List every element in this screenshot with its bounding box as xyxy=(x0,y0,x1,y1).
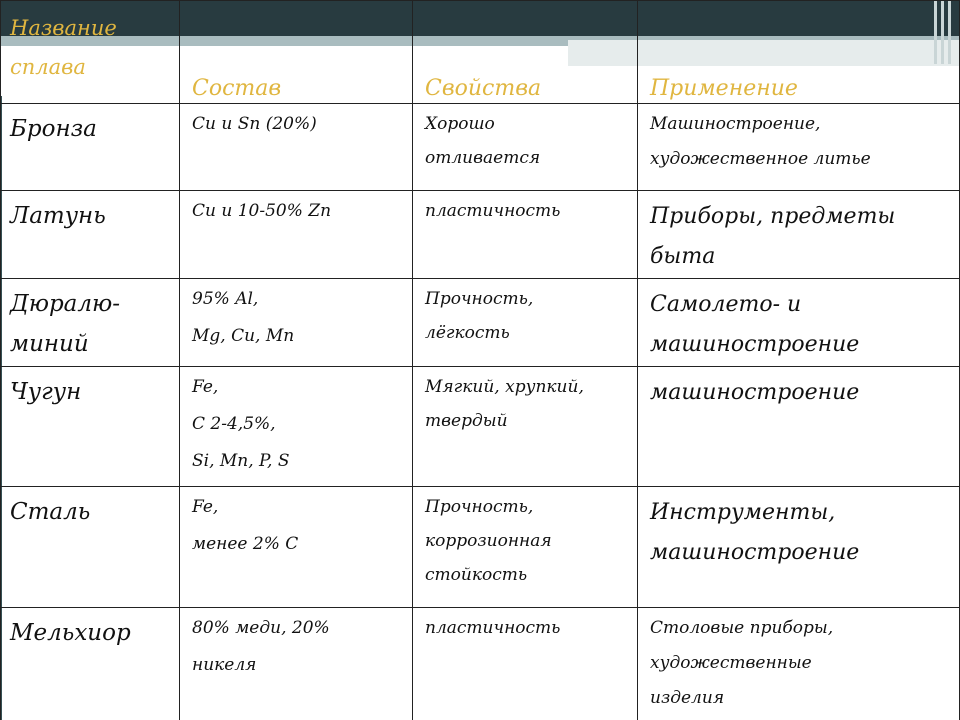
cell-text-line: изделия xyxy=(650,688,725,708)
cell-text-line: художественное литье xyxy=(650,149,871,169)
cell-text-line: Сталь xyxy=(10,499,91,525)
cell-composition xyxy=(180,487,413,608)
header-alloy-name-line: сплава xyxy=(10,55,86,79)
cell-application xyxy=(638,279,960,367)
table-row xyxy=(1,104,960,191)
cell-text-line: лёгкость xyxy=(425,323,510,343)
cell-text-line: Cu и Sn (20%) xyxy=(192,114,317,134)
cell-properties xyxy=(413,608,638,720)
cell-text-line: стойкость xyxy=(425,565,528,585)
cell-name xyxy=(1,608,180,720)
cell-text-line: менее 2% C xyxy=(192,534,299,554)
table-row xyxy=(1,367,960,487)
cell-text-line: Mg, Cu, Mn xyxy=(192,326,295,346)
cell-name xyxy=(1,279,180,367)
table-row xyxy=(1,487,960,608)
cell-composition xyxy=(180,608,413,720)
cell-text-line: пластичность xyxy=(425,618,561,638)
table-row xyxy=(1,608,960,720)
cell-name xyxy=(1,367,180,487)
cell-composition xyxy=(180,104,413,191)
table-body xyxy=(1,104,960,720)
cell-text-line: коррозионная xyxy=(425,531,552,551)
cell-text-line: машиностроение xyxy=(650,380,860,405)
header-composition: Состав xyxy=(180,1,413,104)
cell-properties xyxy=(413,104,638,191)
cell-name xyxy=(1,487,180,608)
cell-text-line: Мягкий, хрупкий, xyxy=(425,377,584,397)
cell-text-line: Дюралю- xyxy=(10,291,121,317)
cell-application xyxy=(638,487,960,608)
cell-text-line: Бронза xyxy=(10,116,97,142)
cell-name xyxy=(1,191,180,279)
table-row xyxy=(1,191,960,279)
cell-text-line: Приборы, предметы xyxy=(650,204,896,229)
cell-composition xyxy=(180,367,413,487)
cell-properties xyxy=(413,367,638,487)
cell-name xyxy=(1,104,180,191)
cell-text-line: отливается xyxy=(425,148,541,168)
cell-text-line: Fe, xyxy=(192,377,219,397)
cell-properties xyxy=(413,279,638,367)
cell-application xyxy=(638,608,960,720)
cell-composition xyxy=(180,191,413,279)
cell-text-line: быта xyxy=(650,244,716,269)
cell-text-line: Столовые приборы, xyxy=(650,618,834,638)
cell-text-line: Fe, xyxy=(192,497,219,517)
cell-application xyxy=(638,367,960,487)
cell-text-line: Cu и 10-50% Zn xyxy=(192,201,332,221)
cell-text-line: миний xyxy=(10,331,89,357)
cell-text-line: Si, Mn, P, S xyxy=(192,451,290,471)
cell-text-line: Прочность, xyxy=(425,497,534,517)
cell-text-line: Прочность, xyxy=(425,289,534,309)
cell-application xyxy=(638,191,960,279)
cell-text-line: Машиностроение, xyxy=(650,114,821,134)
cell-application xyxy=(638,104,960,191)
cell-text-line: 80% меди, 20% xyxy=(192,618,330,638)
cell-text-line: Мельхиор xyxy=(10,620,131,646)
cell-text-line: C 2-4,5%, xyxy=(192,414,276,434)
cell-text-line: Чугун xyxy=(10,379,82,405)
header-properties: Свойства xyxy=(413,1,638,104)
cell-properties xyxy=(413,487,638,608)
header-application: Применение xyxy=(638,1,960,104)
cell-text-line: Инструменты, xyxy=(650,500,836,525)
cell-text-line: Латунь xyxy=(10,203,106,229)
cell-properties xyxy=(413,191,638,279)
cell-text-line: пластичность xyxy=(425,201,561,221)
cell-text-line: твердый xyxy=(425,411,508,431)
cell-text-line: Самолето- и xyxy=(650,292,802,317)
cell-text-line: машиностроение xyxy=(650,540,860,565)
cell-text-line: никеля xyxy=(192,655,257,675)
header-alloy-name xyxy=(1,1,180,104)
cell-text-line: художественные xyxy=(650,653,812,673)
table-row xyxy=(1,279,960,367)
cell-text-line: 95% Al, xyxy=(192,289,259,309)
cell-composition xyxy=(180,279,413,367)
table-header-row xyxy=(1,1,960,104)
header-alloy-name-line: Название xyxy=(10,16,117,40)
cell-text-line: машиностроение xyxy=(650,332,860,357)
cell-text-line: Хорошо xyxy=(425,114,495,134)
